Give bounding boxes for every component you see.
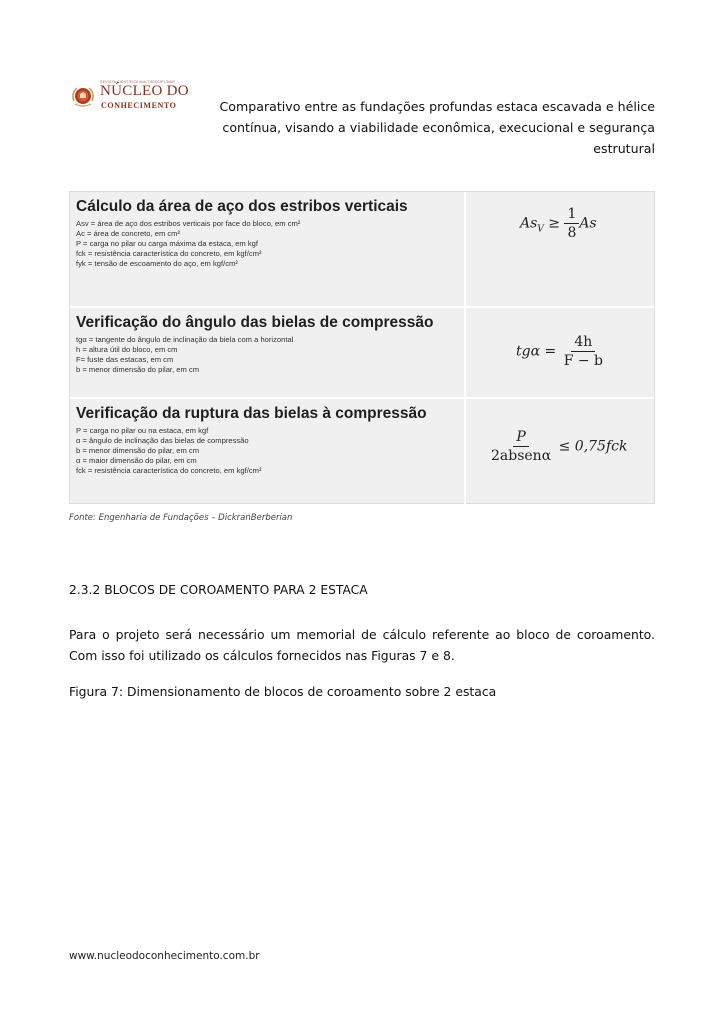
formula-fraction — [561, 334, 606, 369]
definition-line: b = menor dimensão do pilar, em cm — [76, 446, 200, 455]
definition-line: b = menor dimensão do pilar, em cm — [76, 365, 200, 374]
fraction-numerator: 1 — [564, 206, 579, 224]
formula-cell — [466, 399, 652, 505]
logo-title: NÚCLEO DO — [100, 83, 189, 99]
definition-cell — [70, 192, 466, 306]
figure-row-stirrups — [70, 192, 654, 306]
formula-rhs: 0,75fck — [574, 438, 628, 455]
formula-operator: ≤ — [558, 438, 571, 455]
formula-operator: ≥ — [548, 215, 560, 232]
definition-line: P = carga no pilar ou na estaca, em kgf — [76, 426, 209, 435]
formula-rhs: As — [579, 215, 597, 232]
formula-cell — [466, 308, 652, 399]
running-header-title: Comparativo entre as fundações profundas estaca escavada e hélice contínua, visando a viabilidade econômica, execucional e segurança estrutural — [219, 99, 655, 156]
formula-lhs: As — [520, 215, 538, 232]
section-title: Verificação da ruptura das bielas à compressão — [76, 405, 427, 422]
footer-url: www.nucleodoconhecimento.com.br — [69, 950, 260, 962]
definition-line: α = ângulo de inclinação das bielas de compressão — [76, 436, 249, 445]
logo-tagline: REVISTA CIENTÍFICA MULTIDISCIPLINAR — [100, 80, 175, 84]
definition-line: Asv = área de aço dos estribos verticais por face do bloco, em cm² — [76, 219, 301, 228]
fraction-numerator: P — [513, 429, 528, 447]
figure-caption: Figura 7: Dimensionamento de blocos de coroamento sobre 2 estaca — [69, 684, 497, 699]
definition-line: P = carga no pilar ou carga máxima da estaca, em kgf — [76, 239, 258, 248]
fraction-numerator: 4h — [571, 334, 595, 352]
section-title: Cálculo da área de aço dos estribos verticais — [76, 198, 408, 215]
fraction-denominator: 8 — [567, 225, 577, 241]
definition-line: h = altura útil do bloco, em cm — [76, 345, 178, 354]
definition-line: fck = resistência característica do concreto, em kgf/cm² — [76, 249, 262, 258]
section-heading: 2.3.2 BLOCOS DE COROAMENTO PARA 2 ESTACA — [69, 583, 368, 597]
figure-source-caption: Fonte: Engenharia de Fundações – DickranBerberian — [69, 513, 293, 523]
formula-angle — [516, 334, 606, 369]
journal-logo — [70, 80, 220, 114]
formula-lhs: tgα — [516, 343, 541, 360]
definition-cell — [70, 308, 466, 399]
formula-rupture — [488, 429, 627, 464]
laurel-emblem-icon — [70, 83, 96, 109]
fraction-denominator: 2absenα — [491, 448, 552, 464]
logo-subtitle: CONHECIMENTO — [101, 101, 177, 110]
section-title: Verificação do ângulo das bielas de compressão — [76, 314, 434, 331]
definition-line: fyk = tensão de escoamento do aço, em kgf/cm² — [76, 259, 238, 268]
definition-line: tgα = tangente do ângulo de inclinação da biela com a horizontal — [76, 335, 294, 344]
definition-line: α = maior dimensão do pilar, em cm — [76, 456, 197, 465]
definition-cell — [70, 399, 466, 505]
fraction-denominator: F − b — [563, 353, 603, 369]
formula-cell — [466, 192, 652, 306]
definition-line: fck = resistência característica do concreto, em kgf/cm² — [76, 466, 262, 475]
formula-fraction — [488, 429, 554, 464]
figure-row-rupture — [70, 397, 654, 505]
formula-fraction — [564, 206, 579, 241]
formula-figure — [69, 191, 655, 504]
formula-subscript: V — [537, 224, 544, 235]
figure-row-angle — [70, 306, 654, 399]
body-paragraph: Para o projeto será necessário um memorial de cálculo referente ao bloco de coroamento. Com isso foi utilizado os cálculos fornecidos nas Figuras 7 e 8. — [69, 627, 655, 663]
definition-line: F= fuste das estacas, em cm — [76, 355, 174, 364]
formula-stirrups — [520, 206, 597, 241]
definition-line: Ac = área de concreto, em cm² — [76, 229, 181, 238]
formula-operator: = — [544, 343, 557, 360]
